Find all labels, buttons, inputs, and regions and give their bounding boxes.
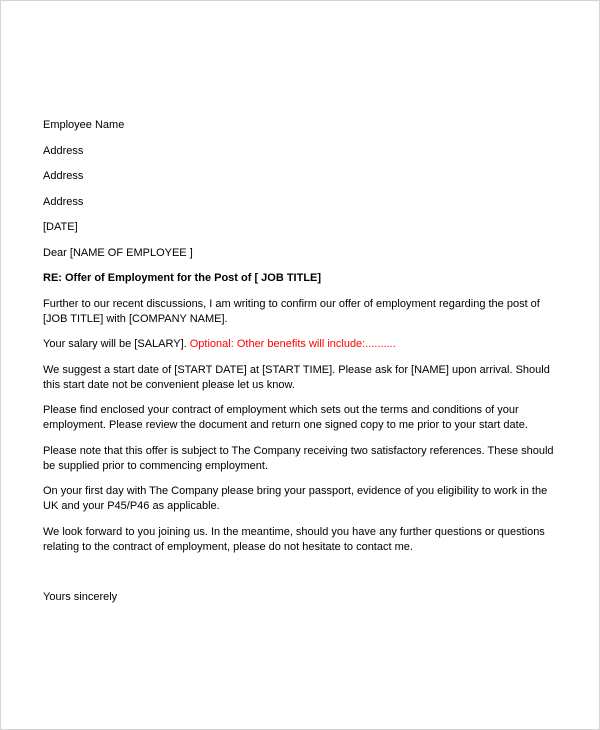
intro-paragraph: Further to our recent discussions, I am writing to confirm our offer of employment regarding the post of [JOB TITLE] with [COMPANY NAME]. — [43, 297, 540, 325]
letter-date: [DATE] — [43, 221, 78, 233]
first-day-paragraph: On your first day with The Company please bring your passport, evidence of you eligibility to work in the UK and your P45/P46 as applicable. — [43, 485, 548, 512]
address-line-2: Address — [43, 170, 84, 182]
salary-paragraph — [43, 337, 563, 352]
look-forward-paragraph: We look forward to you joining us. In the meantime, should you have any further questions or questions relating to the contract of employment, please do not hesitate to contact me. — [43, 525, 545, 553]
address-line-1: Address — [43, 144, 84, 157]
subject-line: RE: Offer of Employment for the Post of [ JOB TITLE] — [43, 272, 322, 284]
address-line-3: Address — [43, 195, 84, 208]
salary-text: Your salary will be [SALARY]. — [43, 338, 187, 350]
employee-name: Employee Name — [43, 119, 125, 131]
start-date-paragraph: We suggest a start date of [START DATE] at [START TIME]. Please ask for [NAME] upon arrival. Should this start date not be convenient please let us know. — [43, 363, 550, 391]
salutation: Dear [NAME OF EMPLOYEE ] — [43, 246, 193, 259]
references-paragraph: Please note that this offer is subject to The Company receiving two satisfactory references. These should be supplied prior to commencing employment. — [43, 444, 554, 472]
optional-benefits-text: Optional: Other benefits will include:.......... — [189, 338, 396, 350]
contract-paragraph: Please find enclosed your contract of employment which sets out the terms and conditions of your employment. Please review the document and return one signed copy to me prior to your start date. — [43, 404, 528, 431]
closing-signoff: Yours sincerely — [43, 590, 118, 603]
offer-letter — [43, 118, 563, 615]
